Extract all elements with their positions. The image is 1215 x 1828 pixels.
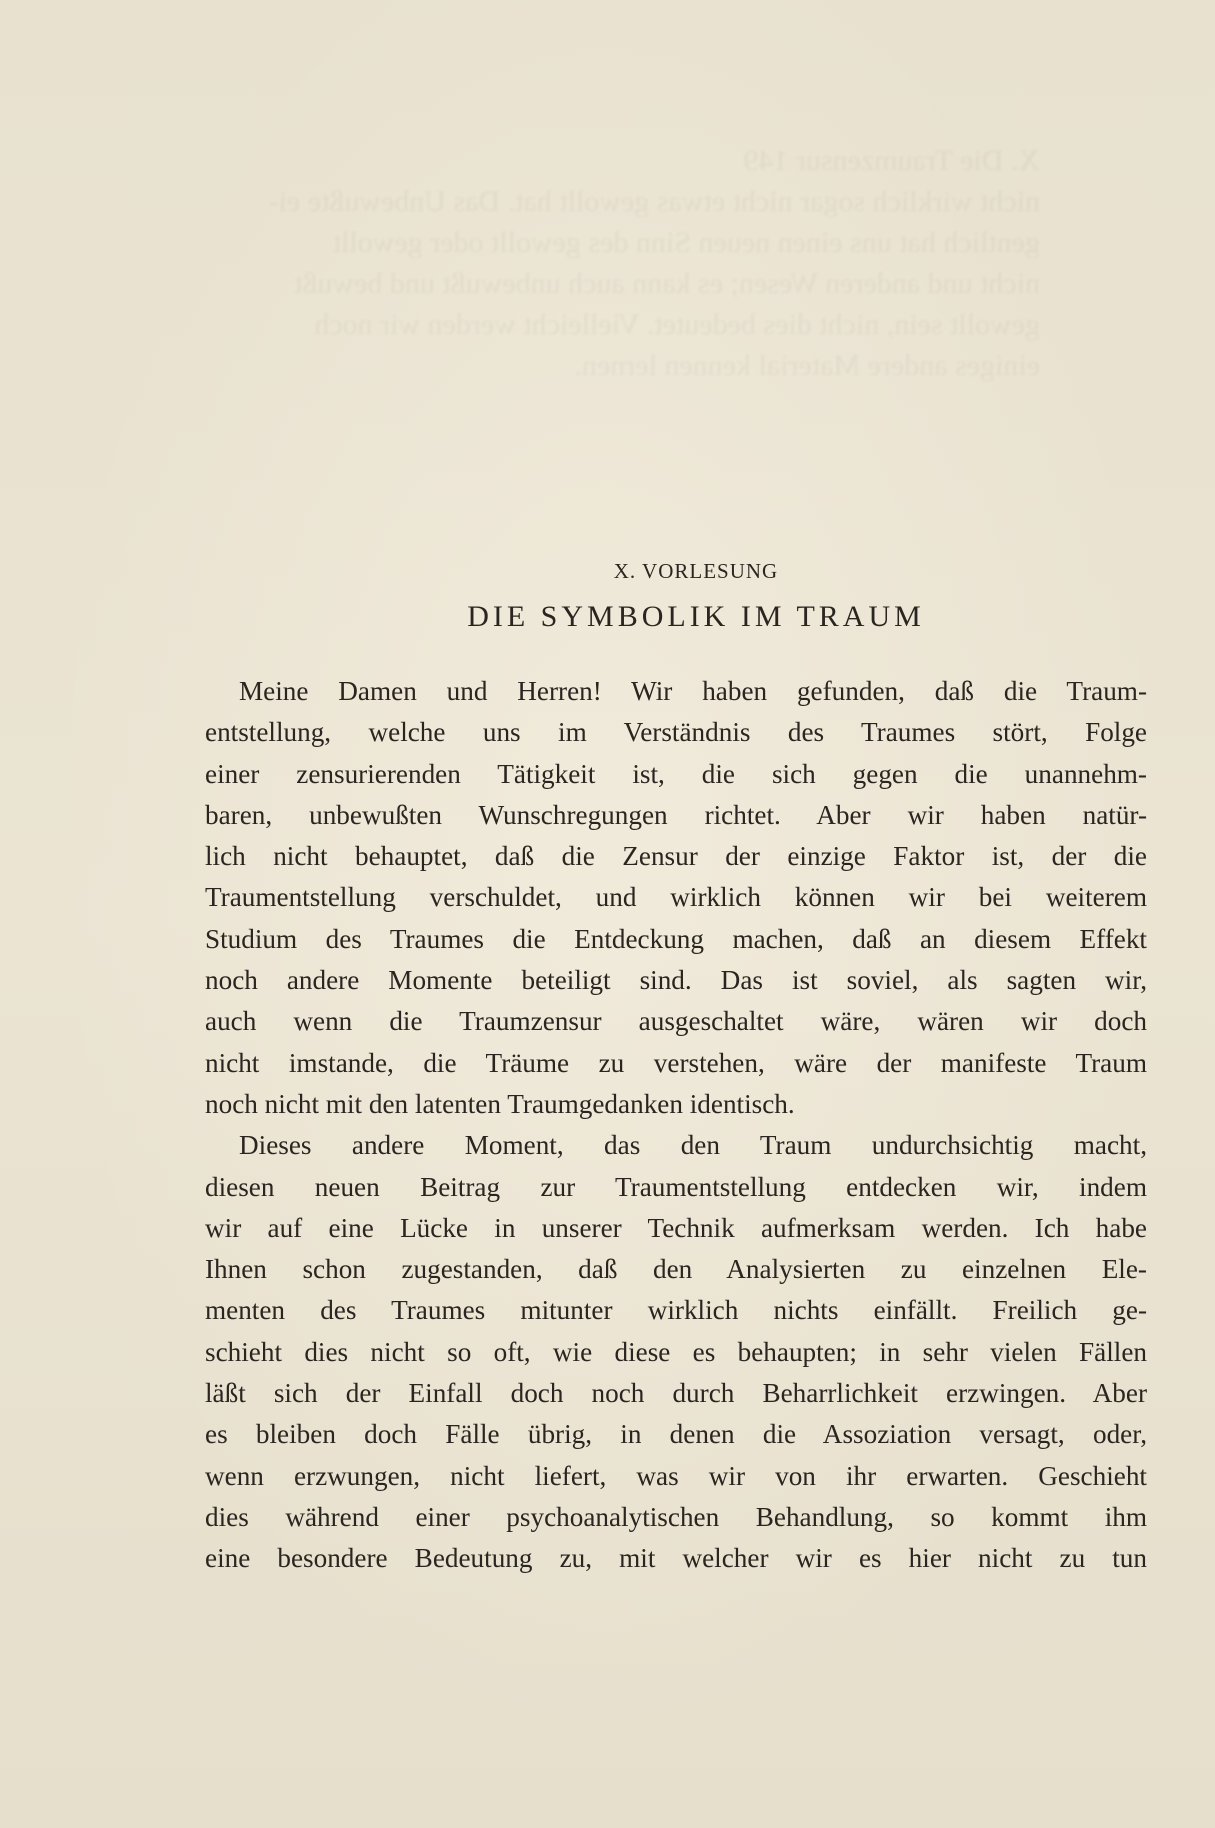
text-line: auch wenn die Traumzensur ausgeschaltet wäre, wären wir doch bbox=[205, 1006, 1147, 1037]
text-line: noch nicht mit den latenten Traumgedanken identisch. bbox=[205, 1088, 795, 1119]
text-line: dies während einer psychoanalytischen Behandlung, so kommt ihm bbox=[205, 1501, 1147, 1532]
body-text bbox=[205, 671, 1147, 1580]
show-through-text: X. Die Traumzensur 149 nicht wirklich sogar nicht etwas gewollt hat. Das Unbewußte ei- gentlich hat uns einen neuen Sinn des gewollt oder gewollt nicht und anderen Wesen; es kann auch unbewußt und bewußt gewollt sein, nicht dies bedeutet. Vielleicht werden wir noch einiges andere Material kennen lernen. bbox=[268, 144, 1040, 382]
text-line: lich nicht behauptet, daß die Zensur der einzige Faktor ist, der die bbox=[205, 841, 1147, 872]
text-line: baren, unbewußten Wunschregungen richtet. Aber wir haben natür- bbox=[205, 799, 1147, 830]
text-line: nicht imstande, die Träume zu verstehen, wäre der manifeste Traum bbox=[205, 1047, 1147, 1078]
text-line: einer zensurierenden Tätigkeit ist, die sich gegen die unannehm- bbox=[205, 758, 1147, 789]
text-line: es bleiben doch Fälle übrig, in denen die Assoziation versagt, oder, bbox=[205, 1419, 1147, 1450]
text-line: noch andere Momente beteiligt sind. Das ist soviel, als sagten wir, bbox=[205, 965, 1147, 996]
page-content bbox=[205, 556, 1147, 1580]
text-line: läßt sich der Einfall doch noch durch Beharrlichkeit erzwingen. Aber bbox=[205, 1378, 1147, 1409]
text-line: eine besondere Bedeutung zu, mit welcher wir es hier nicht zu tun bbox=[205, 1543, 1147, 1574]
text-line: Studium des Traumes die Entdeckung machen, daß an diesem Effekt bbox=[205, 923, 1147, 954]
text-line: schieht dies nicht so oft, wie diese es behaupten; in sehr vielen Fällen bbox=[205, 1336, 1147, 1367]
text-line: Traumentstellung verschuldet, und wirklich können wir bei weiterem bbox=[205, 882, 1147, 913]
paragraph-2 bbox=[205, 1125, 1147, 1579]
paragraph-1 bbox=[205, 671, 1147, 1125]
chapter-label: X. VORLESUNG bbox=[613, 559, 779, 583]
text-line: wir auf eine Lücke in unserer Technik aufmerksam werden. Ich habe bbox=[205, 1212, 1147, 1243]
text-line: entstellung, welche uns im Verständnis des Traumes stört, Folge bbox=[205, 717, 1147, 748]
text-line: menten des Traumes mitunter wirklich nichts einfällt. Freilich ge- bbox=[205, 1295, 1147, 1326]
chapter-title: DIE SYMBOLIK IM TRAUM bbox=[467, 600, 925, 633]
text-line: Meine Damen und Herren! Wir haben gefunden, daß die Traum- bbox=[239, 676, 1147, 706]
text-line: wenn erzwungen, nicht liefert, was wir von ihr erwarten. Geschieht bbox=[205, 1460, 1147, 1491]
text-line: Dieses andere Moment, das den Traum undurchsichtig macht, bbox=[239, 1130, 1147, 1161]
text-line: Ihnen schon zugestanden, daß den Analysierten zu einzelnen Ele- bbox=[205, 1254, 1147, 1285]
text-line: diesen neuen Beitrag zur Traumentstellung entdecken wir, indem bbox=[205, 1171, 1147, 1202]
